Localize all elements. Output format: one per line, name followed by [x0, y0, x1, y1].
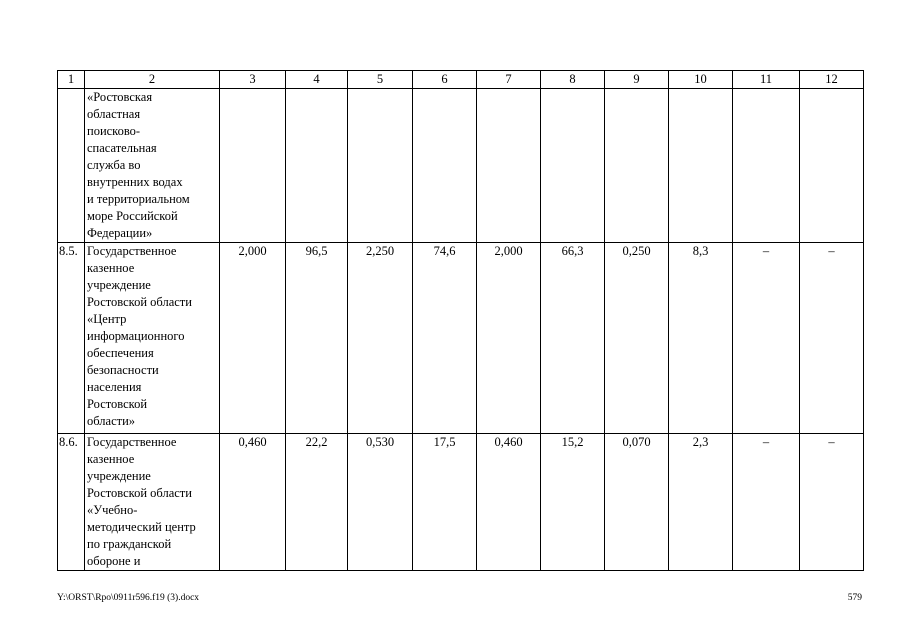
- value-cell: [605, 89, 669, 243]
- value-cell: [220, 89, 286, 243]
- value-cell: [286, 89, 348, 243]
- value-cell: [669, 89, 733, 243]
- table-row: [58, 89, 864, 243]
- header-cell: 6: [413, 71, 477, 89]
- value-cell: –: [733, 243, 800, 434]
- file-path: Y:\ORST\Rpo\0911r596.f19 (3).docx: [57, 593, 200, 603]
- row-number: 8.5.: [58, 243, 85, 434]
- value-cell: 17,5: [413, 434, 477, 571]
- header-cell: 5: [348, 71, 413, 89]
- value-cell: 2,000: [477, 243, 541, 434]
- value-cell: 2,250: [348, 243, 413, 434]
- header-row: [58, 71, 864, 89]
- data-table: [57, 70, 864, 571]
- value-cell: –: [800, 243, 864, 434]
- value-cell: 8,3: [669, 243, 733, 434]
- value-cell: 74,6: [413, 243, 477, 434]
- header-cell: 9: [605, 71, 669, 89]
- value-cell: 0,530: [348, 434, 413, 571]
- value-cell: 96,5: [286, 243, 348, 434]
- header-cell: 4: [286, 71, 348, 89]
- value-cell: 66,3: [541, 243, 605, 434]
- value-cell: [733, 89, 800, 243]
- header-cell: 11: [733, 71, 800, 89]
- value-cell: [541, 89, 605, 243]
- page-number: 579: [847, 593, 862, 603]
- value-cell: 15,2: [541, 434, 605, 571]
- value-cell: –: [800, 434, 864, 571]
- header-cell: 3: [220, 71, 286, 89]
- header-cell: 7: [477, 71, 541, 89]
- value-cell: [413, 89, 477, 243]
- table-row: [58, 434, 864, 571]
- header-cell: 12: [800, 71, 864, 89]
- row-name: Государственное казенное учреждение Ростовской области «Учебно- методический центр по гражданской обороне и: [85, 434, 220, 571]
- row-number: 8.6.: [58, 434, 85, 571]
- header-cell: 8: [541, 71, 605, 89]
- value-cell: 22,2: [286, 434, 348, 571]
- row-name: Государственное казенное учреждение Ростовской области «Центр информационного обеспечения безопасности населения Ростовской области»: [85, 243, 220, 434]
- value-cell: –: [733, 434, 800, 571]
- table-row: [58, 243, 864, 434]
- value-cell: [348, 89, 413, 243]
- value-cell: 0,070: [605, 434, 669, 571]
- row-name: «Ростовская областная поисково- спасательная служба во внутренних водах и территориальном море Российской Федерации»: [85, 89, 220, 243]
- value-cell: 2,3: [669, 434, 733, 571]
- value-cell: [477, 89, 541, 243]
- header-cell: 10: [669, 71, 733, 89]
- row-number: [58, 89, 85, 243]
- value-cell: 0,250: [605, 243, 669, 434]
- header-cell: 2: [85, 71, 220, 89]
- value-cell: 2,000: [220, 243, 286, 434]
- value-cell: 0,460: [477, 434, 541, 571]
- value-cell: [800, 89, 864, 243]
- value-cell: 0,460: [220, 434, 286, 571]
- header-cell: 1: [58, 71, 85, 89]
